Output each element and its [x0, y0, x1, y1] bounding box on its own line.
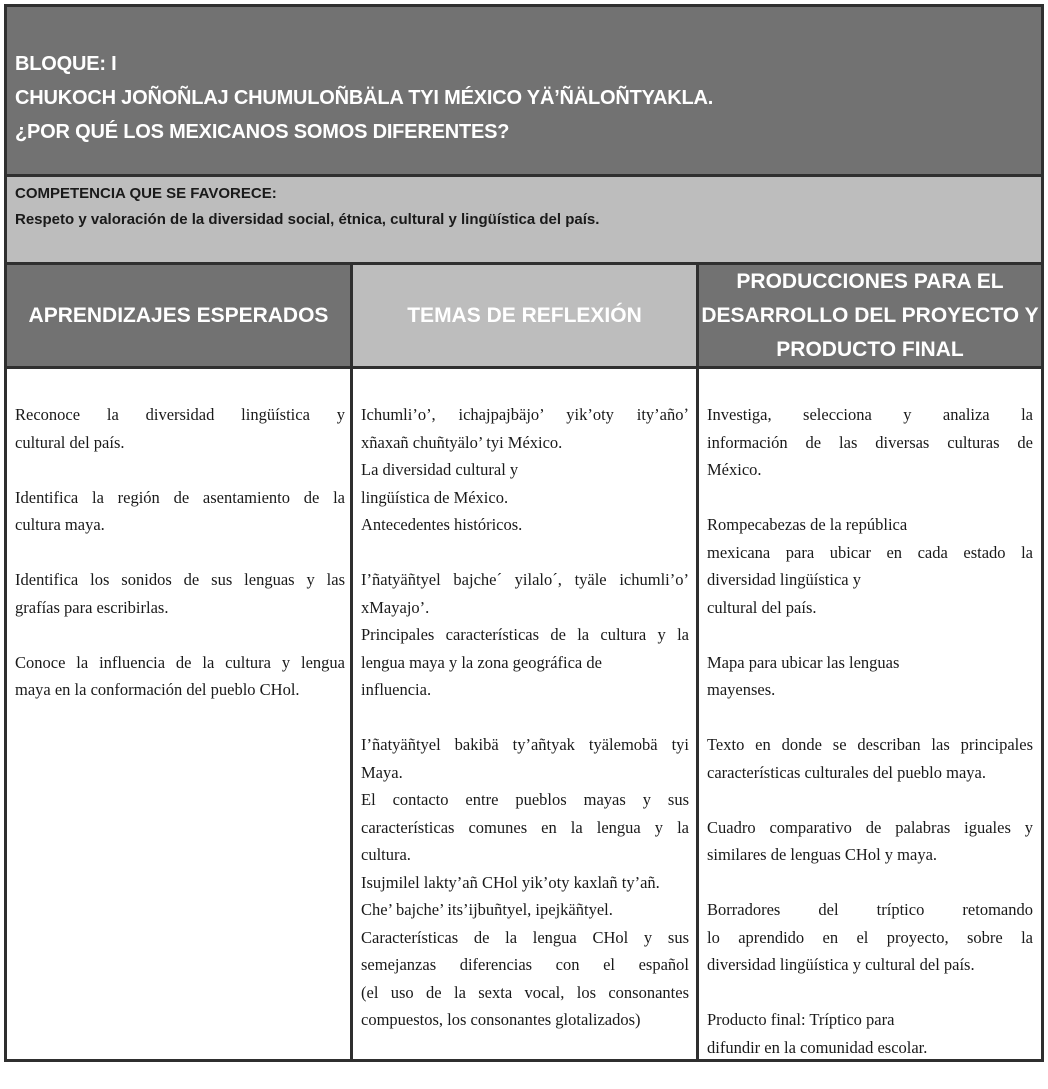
produccion-item — [707, 1006, 1033, 1061]
text-line: Borradores del tríptico retomando — [707, 900, 1033, 919]
block-number: BLOQUE: I — [15, 53, 117, 75]
text-line: compuestos, los consonantes glotalizados) — [361, 1010, 641, 1029]
text-line: mexicana para ubicar en cada estado la — [707, 542, 1033, 562]
produccion-item — [707, 649, 1033, 704]
column-header-producciones — [699, 265, 1041, 369]
text-line: Cuadro comparativo de palabras iguales y — [707, 817, 1033, 837]
tema-item — [361, 731, 689, 1034]
text-line: I’ñatyäñtyel bajche´ yilalo´, tyäle ichumli’o’ — [361, 570, 689, 589]
text-line: Che’ bajche’ its’ijbuñtyel, ipejkäñtyel. — [361, 900, 613, 919]
text-line: Antecedentes históricos. — [361, 515, 523, 534]
column-header-aprendizajes-label: APRENDIZAJES ESPERADOS — [28, 303, 329, 327]
text-line: semejanzas diferencias con el español — [361, 955, 689, 974]
text-line: El contacto entre pueblos mayas y sus — [361, 790, 689, 809]
text-line: Isujmilel lakty’añ CHol yik’oty kaxlañ ty’añ. — [361, 872, 660, 892]
text-line: diversidad lingüística y — [707, 570, 861, 589]
text-line: Ichumli’o’, ichajpajbäjo’ yik’oty ity’añoʼ — [361, 405, 689, 424]
tema-item — [361, 566, 689, 704]
text-line: Identifica la región de asentamiento de la — [15, 487, 345, 507]
text-line: Maya. — [361, 762, 403, 782]
block-header — [7, 7, 1041, 177]
curriculum-table — [4, 4, 1044, 1062]
text-line: México. — [707, 460, 762, 479]
competency-section — [7, 177, 1041, 265]
text-line: información de las diversas culturas de — [707, 432, 1033, 452]
producciones-column — [707, 401, 1033, 1089]
text-line: lo aprendido en el proyecto, sobre la — [707, 927, 1033, 947]
text-line: maya en la conformación del pueblo CHol. — [15, 680, 300, 699]
text-line: cultural del país. — [707, 597, 817, 617]
aprendizaje-item — [15, 566, 345, 621]
text-line: lingüística de México. — [361, 487, 509, 507]
text-line: Características de la lengua CHol y sus — [361, 927, 689, 947]
text-line: Rompecabezas de la república — [707, 515, 908, 534]
text-line: cultura. — [361, 845, 411, 864]
produccion-item — [707, 814, 1033, 869]
text-line: Producto final: Tríptico para — [707, 1010, 895, 1029]
text-line: xMayajo’. — [361, 597, 430, 617]
text-line: Identifica los sonidos de sus lenguas y las — [15, 570, 345, 589]
temas-column — [361, 401, 689, 1061]
text-line: Principales características de la cultura y la — [361, 625, 689, 644]
tema-item — [361, 401, 689, 539]
column-header-temas — [353, 265, 696, 369]
column-divider — [350, 265, 353, 1062]
column-header-temas-label: TEMAS DE REFLEXIÓN — [407, 303, 642, 327]
text-line: lengua maya y la zona geográfica de — [361, 652, 602, 672]
column-header-producciones-line: PRODUCTO FINAL — [776, 337, 964, 361]
text-line: Texto en donde se describan las principales — [707, 735, 1033, 754]
text-line: grafías para escribirlas. — [15, 597, 169, 617]
text-line: diversidad lingüística y cultural del país. — [707, 955, 975, 974]
aprendizajes-column — [15, 401, 345, 731]
text-line: cultura maya. — [15, 515, 105, 534]
text-line: similares de lenguas CHol y maya. — [707, 845, 938, 864]
column-divider — [696, 265, 699, 1062]
text-line: mayenses. — [707, 680, 776, 699]
aprendizaje-item — [15, 649, 345, 704]
text-line: difundir en la comunidad escolar. — [707, 1037, 928, 1057]
aprendizaje-item — [15, 484, 345, 539]
produccion-item — [707, 511, 1033, 621]
text-line: características culturales del pueblo maya. — [707, 762, 986, 782]
text-line: características comunes en la lengua y la — [361, 817, 689, 837]
block-title-chol: CHUKOCH JOÑOÑLAJ CHUMULOÑBÄLA TYI MÉXICO YÄ’ÑÄLOÑTYAKLA. — [15, 87, 714, 109]
text-line: Reconoce la diversidad lingüística y — [15, 405, 345, 424]
column-header-producciones-line: PRODUCCIONES PARA EL — [736, 269, 1004, 293]
text-line: Conoce la influencia de la cultura y lengua — [15, 652, 345, 672]
text-line: I’ñatyäñtyel bakibä ty’añtyak tyälemobä tyi — [361, 735, 689, 754]
aprendizaje-item — [15, 401, 345, 456]
competency-text: Respeto y valoración de la diversidad social, étnica, cultural y lingüística del país. — [15, 211, 600, 228]
produccion-item — [707, 896, 1033, 979]
text-line: (el uso de la sexta vocal, los consonantes — [361, 982, 689, 1002]
text-line: influencia. — [361, 680, 432, 699]
text-line: xñaxañ chuñtyälo’ tyi México. — [361, 432, 563, 452]
produccion-item — [707, 731, 1033, 786]
column-header-producciones-line: DESARROLLO DEL PROYECTO Y — [701, 303, 1039, 327]
competency-label: COMPETENCIA QUE SE FAVORECE: — [15, 185, 277, 202]
text-line: La diversidad cultural y — [361, 460, 519, 479]
column-header-aprendizajes — [7, 265, 350, 369]
text-line: cultural del país. — [15, 432, 125, 452]
produccion-item — [707, 401, 1033, 484]
text-line: Mapa para ubicar las lenguas — [707, 652, 900, 672]
text-line: Investiga, selecciona y analiza la — [707, 405, 1033, 424]
block-title-spanish: ¿POR QUÉ LOS MEXICANOS SOMOS DIFERENTES? — [15, 121, 510, 143]
